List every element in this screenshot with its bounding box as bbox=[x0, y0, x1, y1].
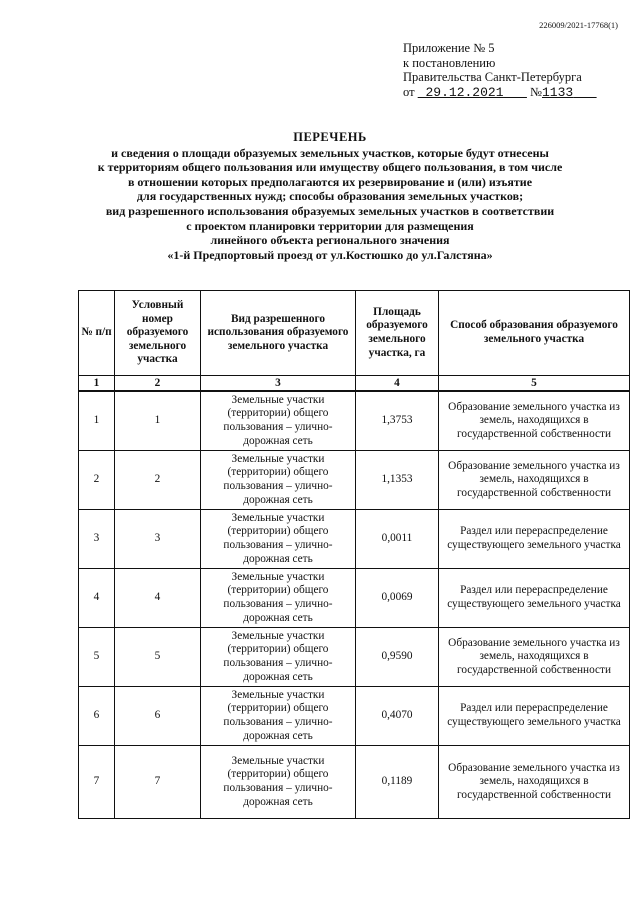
area-value: 1,3753 bbox=[356, 391, 439, 451]
header-permitted-use: Вид разрешенного использования образуемого земельного участка bbox=[201, 291, 356, 376]
area-value: 0,4070 bbox=[356, 687, 439, 746]
document-title bbox=[30, 130, 630, 262]
title-heading: ПЕРЕЧЕНЬ bbox=[293, 130, 367, 144]
title-line: в отношении которых предполагаются их резервирование и (или) изъятие bbox=[127, 174, 533, 189]
conditional-number: 1 bbox=[115, 391, 201, 451]
area-value: 1,1353 bbox=[356, 451, 439, 510]
title-line: и сведения о площади образуемых земельных участков, которые будут отнесены bbox=[111, 145, 549, 160]
area-value: 0,0069 bbox=[356, 569, 439, 628]
land-plots-table bbox=[78, 290, 630, 819]
header-formation-method: Способ образования образуемого земельного участка bbox=[439, 291, 630, 376]
table-row bbox=[79, 628, 630, 687]
header-area: Площадь образуемого земельного участка, га bbox=[356, 291, 439, 376]
column-number: 2 bbox=[115, 376, 201, 392]
title-line: линейного объекта регионального значения bbox=[210, 233, 450, 248]
formation-method: Образование земельного участка из земель, находящихся в государственной собственности bbox=[439, 628, 630, 687]
permitted-use: Земельные участки (территории) общего пользования – улично-дорожная сеть bbox=[201, 746, 356, 819]
table-row bbox=[79, 746, 630, 819]
title-line: к территориям общего пользования или имуществу общего пользования, в том числе bbox=[97, 160, 563, 175]
formation-method: Раздел или перераспределение существующего земельного участка bbox=[439, 687, 630, 746]
permitted-use: Земельные участки (территории) общего пользования – улично-дорожная сеть bbox=[201, 451, 356, 510]
number-label: № bbox=[530, 84, 542, 99]
row-number: 2 bbox=[79, 451, 115, 510]
appendix-line-4 bbox=[403, 85, 597, 101]
conditional-number: 7 bbox=[115, 746, 201, 819]
row-number: 3 bbox=[79, 510, 115, 569]
conditional-number: 3 bbox=[115, 510, 201, 569]
column-number: 4 bbox=[356, 376, 439, 392]
table-header-row bbox=[79, 291, 630, 376]
row-number: 6 bbox=[79, 687, 115, 746]
resolution-date: 29.12.2021 bbox=[425, 84, 504, 100]
table-row bbox=[79, 687, 630, 746]
formation-method: Раздел или перераспределение существующего земельного участка bbox=[439, 510, 630, 569]
column-number: 1 bbox=[79, 376, 115, 392]
table-row bbox=[79, 510, 630, 569]
permitted-use: Земельные участки (территории) общего пользования – улично-дорожная сеть bbox=[201, 628, 356, 687]
formation-method: Образование земельного участка из земель, находящихся в государственной собственности bbox=[439, 451, 630, 510]
title-line: вид разрешенного использования образуемых земельных участков в соответствии bbox=[105, 203, 555, 218]
appendix-line-2: к постановлению bbox=[403, 55, 496, 70]
column-number: 5 bbox=[439, 376, 630, 392]
title-line: для государственных нужд; способы образования земельных участков; bbox=[136, 189, 524, 204]
header-number: № п/п bbox=[79, 291, 115, 376]
title-line: с проектом планировки территории для размещения bbox=[186, 218, 474, 233]
title-line: «1-й Предпортовый проезд от ул.Костюшко до ул.Галстяна» bbox=[167, 247, 493, 262]
formation-method: Раздел или перераспределение существующего земельного участка bbox=[439, 569, 630, 628]
conditional-number: 6 bbox=[115, 687, 201, 746]
row-number: 1 bbox=[79, 391, 115, 451]
permitted-use: Земельные участки (территории) общего пользования – улично-дорожная сеть bbox=[201, 569, 356, 628]
column-number-row bbox=[79, 376, 630, 392]
header-conditional-number: Условный номер образуемого земельного участка bbox=[115, 291, 201, 376]
table-row bbox=[79, 391, 630, 451]
column-number: 3 bbox=[201, 376, 356, 392]
from-label: от bbox=[403, 84, 415, 99]
row-number: 5 bbox=[79, 628, 115, 687]
table-row bbox=[79, 451, 630, 510]
area-value: 0,9590 bbox=[356, 628, 439, 687]
area-value: 0,1189 bbox=[356, 746, 439, 819]
conditional-number: 5 bbox=[115, 628, 201, 687]
row-number: 4 bbox=[79, 569, 115, 628]
permitted-use: Земельные участки (территории) общего пользования – улично-дорожная сеть bbox=[201, 510, 356, 569]
permitted-use: Земельные участки (территории) общего пользования – улично-дорожная сеть bbox=[201, 391, 356, 451]
formation-method: Образование земельного участка из земель, находящихся в государственной собственности bbox=[439, 391, 630, 451]
permitted-use: Земельные участки (территории) общего пользования – улично-дорожная сеть bbox=[201, 687, 356, 746]
appendix-line-1: Приложение № 5 bbox=[403, 41, 495, 55]
appendix-block bbox=[403, 41, 597, 100]
table-row bbox=[79, 569, 630, 628]
document-id: 226009/2021-17768(1) bbox=[539, 20, 618, 30]
resolution-number: 1133 bbox=[541, 84, 574, 100]
row-number: 7 bbox=[79, 746, 115, 819]
formation-method: Образование земельного участка из земель, находящихся в государственной собственности bbox=[439, 746, 630, 819]
appendix-line-3: Правительства Санкт-Петербурга bbox=[403, 70, 582, 84]
conditional-number: 4 bbox=[115, 569, 201, 628]
area-value: 0,0011 bbox=[356, 510, 439, 569]
conditional-number: 2 bbox=[115, 451, 201, 510]
